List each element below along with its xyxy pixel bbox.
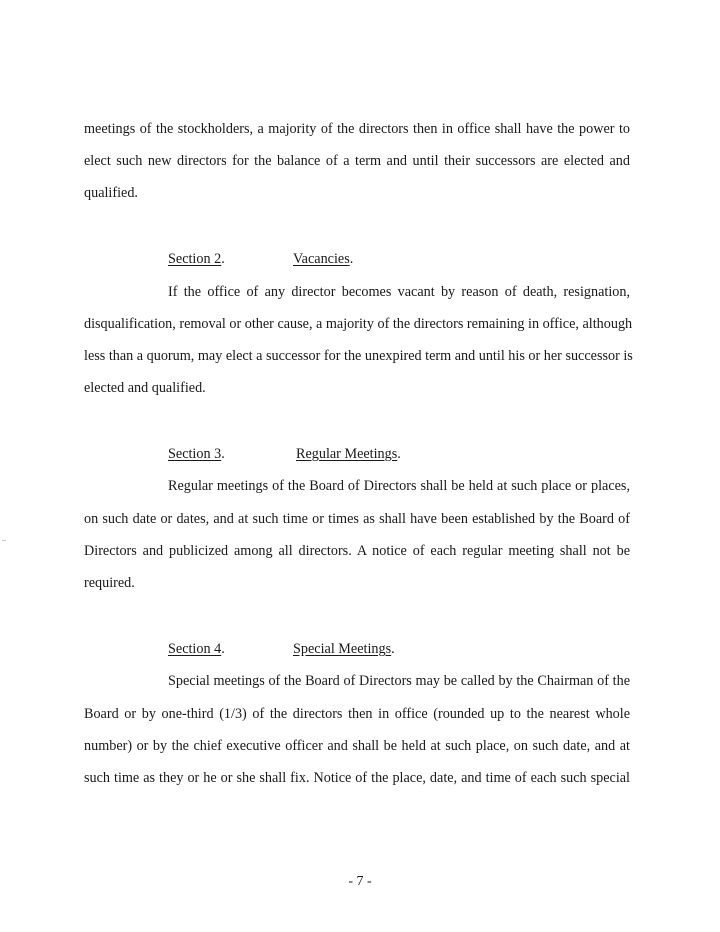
- text-line: qualified.: [84, 185, 138, 201]
- section-number: Section 4.: [168, 641, 225, 657]
- text-line: such time as they or he or she shall fix. Notice of the place, date, and time of each such special: [84, 770, 630, 786]
- section-title: Special Meetings.: [293, 641, 395, 657]
- text-line: less than a quorum, may elect a successor for the unexpired term and until his or her successor is: [84, 348, 633, 364]
- text-line: Directors and publicized among all directors. A notice of each regular meeting shall not be: [84, 543, 630, 559]
- text-line: number) or by the chief executive officer and shall be held at such place, on such date, and at: [84, 738, 630, 754]
- text-line: on such date or dates, and at such time or times as shall have been established by the Board of: [84, 511, 630, 527]
- text-line: elected and qualified.: [84, 380, 206, 396]
- page-number: - 7 -: [348, 874, 372, 889]
- text-line: disqualification, removal or other cause, a majority of the directors remaining in office, although: [84, 316, 633, 332]
- section-number: Section 3.: [168, 446, 225, 462]
- section-title: Regular Meetings.: [296, 446, 401, 462]
- section-number: Section 2.: [168, 251, 225, 267]
- text-line: Regular meetings of the Board of Directors shall be held at such place or places,: [168, 478, 630, 494]
- text-line: If the office of any director becomes vacant by reason of death, resignation,: [168, 284, 630, 300]
- scan-artifact: [2, 540, 6, 541]
- text-line: elect such new directors for the balance of a term and until their successors are elected and: [84, 153, 630, 169]
- section-title: Vacancies.: [293, 251, 354, 267]
- text-line: required.: [84, 575, 135, 591]
- text-line: Special meetings of the Board of Directors may be called by the Chairman of the: [168, 673, 630, 689]
- text-line: meetings of the stockholders, a majority of the directors then in office shall have the power to: [84, 121, 630, 137]
- text-line: Board or by one-third (1/3) of the directors then in office (rounded up to the nearest whole: [84, 706, 630, 722]
